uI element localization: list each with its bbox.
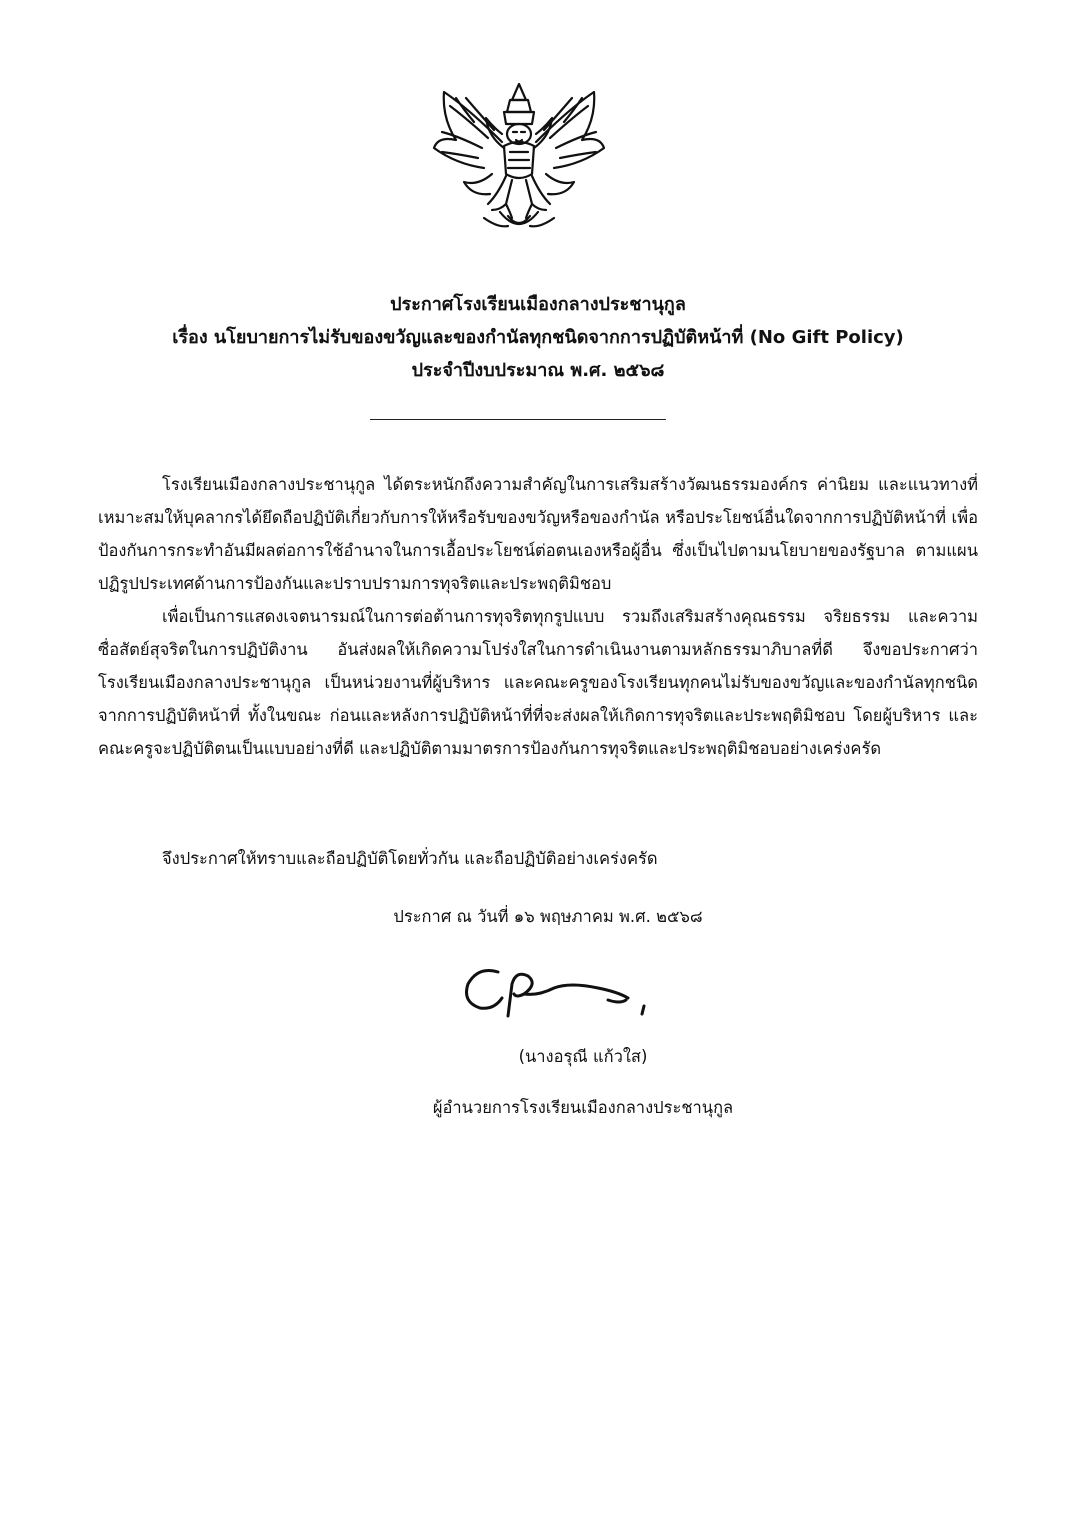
signer-name: (นางอรุณี แก้วใส) bbox=[518, 1047, 648, 1066]
announcement-date: ประกาศ ณ วันที่ ๑๖ พฤษภาคม พ.ศ. ๒๕๖๘ bbox=[393, 907, 703, 926]
garuda-emblem-icon bbox=[428, 78, 610, 238]
announcement-title: ประกาศโรงเรียนเมืองกลางประชานุกูล bbox=[390, 294, 686, 315]
announcement-header bbox=[60, 288, 1016, 387]
closing-statement: จึงประกาศให้ทราบและถือปฏิบัติโดยทั่วกัน และถือปฏิบัติอย่างเคร่งครัด bbox=[162, 849, 658, 868]
body-paragraph-2: เพื่อเป็นการแสดงเจตนารมณ์ในการต่อต้านการทุจริตทุกรูปแบบ รวมถึงเสริมสร้างคุณธรรม จริยธรรม และความซื่อสัตย์สุจริตในการปฏิบัติงาน อันส่งผลให้เกิดความโปร่งใสในการดำเนินงานตามหลักธรรมาภิบาลที่ดี จึงขอประกาศว่า โรงเรียนเมืองกลางประชานุกูล เป็นหน่วยงานที่ผู้บริหาร และคณะครูของโรงเรียนทุกคนไม่รับของขวัญและของกำนัลทุกชนิดจากการปฏิบัติหน้าที่ ทั้งในขณะ ก่อนและหลังการปฏิบัติหน้าที่ที่จะส่งผลให้เกิดการทุจริตและประพฤติมิชอบ โดยผู้บริหาร และคณะครูจะปฏิบัติตนเป็นแบบอย่างที่ดี และปฏิบัติตามมาตรการป้องกันการทุจริตและประพฤติมิชอบอย่างเคร่งครัด bbox=[98, 607, 978, 758]
fiscal-year-line: ประจำปีงบประมาณ พ.ศ. ๒๕๖๘ bbox=[411, 360, 665, 381]
body-paragraph-1: โรงเรียนเมืองกลางประชานุกูล ได้ตระหนักถึงความสำคัญในการเสริมสร้างวัฒนธรรมองค์กร ค่านิยม และแนวทางที่เหมาะสมให้บุคลากรได้ยึดถือปฏิบัติเกี่ยวกับการให้หรือรับของขวัญหรือของกำนัล หรือประโยชน์อื่นใดจากการปฏิบัติหน้าที่ เพื่อป้องกันการกระทำอันมีผลต่อการใช้อำนาจในการเอื้อประโยชน์ต่อตนเองหรือผู้อื่น ซึ่งเป็นไปตามนโยบายของรัฐบาล ตามแผนปฏิรูปประเทศด้านการป้องกันและปราบปรามการทุจริตและประพฤติมิชอบ bbox=[98, 475, 978, 593]
header-divider bbox=[370, 419, 666, 420]
signer-title: ผู้อำนวยการโรงเรียนเมืองกลางประชานุกูล bbox=[432, 1098, 734, 1117]
announcement-body bbox=[98, 468, 978, 765]
announcement-subject: เรื่อง นโยบายการไม่รับของขวัญและของกำนัลทุกชนิดจากการปฏิบัติหน้าที่ (No Gift Policy) bbox=[172, 327, 904, 348]
handwritten-signature-icon bbox=[458, 958, 658, 1028]
